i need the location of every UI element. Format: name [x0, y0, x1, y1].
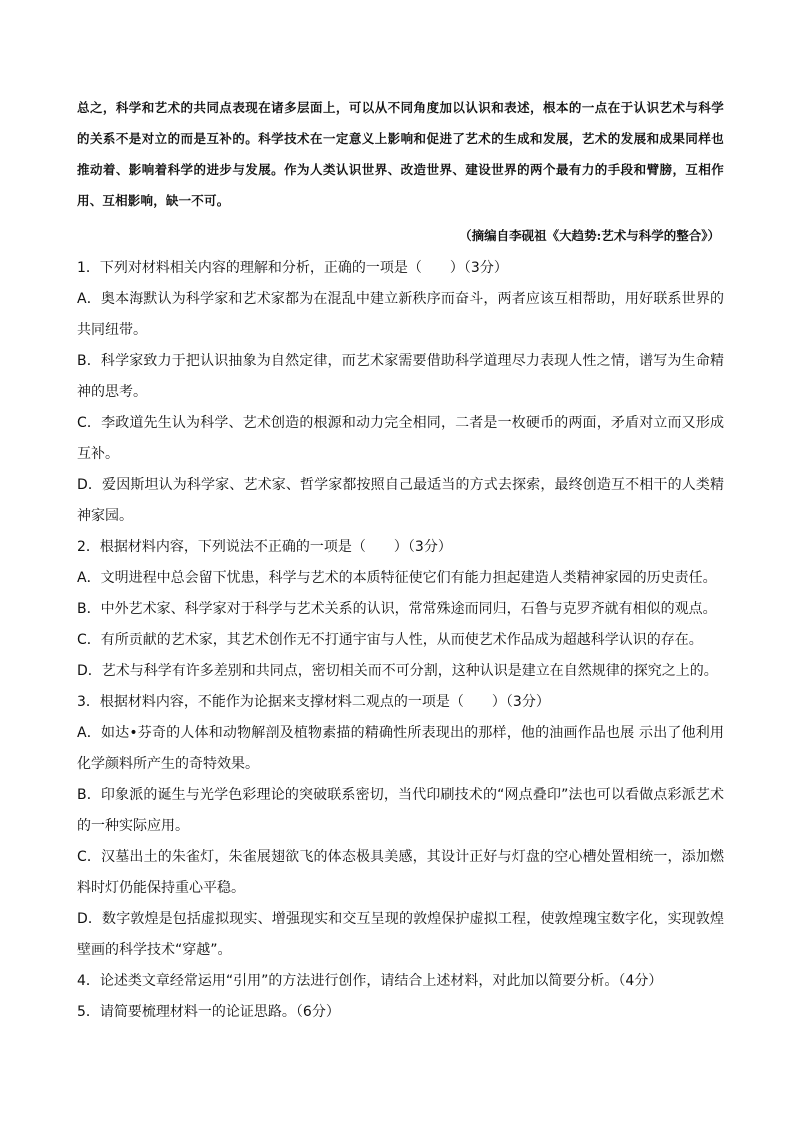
question-5-stem: 5．请简要梳理材料一的论证思路。（6分）: [77, 1004, 340, 1020]
question-2-option-a: A．文明进程中总会留下忧患，科学与艺术的本质特征使它们有能力担起建造人类精神家园的历史责任。: [77, 570, 717, 586]
question-3-option-c: C．汉墓出土的朱雀灯，朱雀展翅欲飞的体态极具美感，其设计正好与灯盘的空心槽处置相统一，添加燃料时灯仍能保持重心平稳。: [77, 849, 724, 896]
question-1-option-a: A．奥本海默认为科学家和艺术家都为在混乱中建立新秩序而奋斗，两者应该互相帮助，用好联系世界的共同纽带。: [77, 291, 724, 338]
question-4-stem: 4．论述类文章经常运用“引用”的方法进行创作，请结合上述材料，对此加以简要分析。（4分）: [77, 973, 663, 989]
question-1-option-b: B．科学家致力于把认识抽象为自然定律，而艺术家需要借助科学道理尽力表现人性之情，谱写为生命精神的思考。: [77, 353, 724, 400]
question-3-option-b: B．印象派的诞生与光学色彩理论的突破联系密切，当代印刷技术的“网点叠印”法也可以看做点彩派艺术的一种实际应用。: [77, 787, 724, 834]
question-2-option-b: B．中外艺术家、科学家对于科学与艺术关系的认识，常常殊途而同归，石鲁与克罗齐就有相似的观点。: [77, 601, 717, 617]
question-2-option-d: D．艺术与科学有许多差别和共同点，密切相关而不可分割，这种认识是建立在自然规律的探究之上的。: [77, 663, 718, 679]
question-1-option-d: D．爱因斯坦认为科学家、艺术家、哲学家都按照自己最适当的方式去探索，最终创造互不相干的人类精神家园。: [77, 477, 724, 524]
question-1-stem: 1．下列对材料相关内容的理解和分析，正确的一项是（ ）（3分）: [77, 260, 508, 276]
question-list: [77, 253, 724, 1028]
passage-text-block: [77, 92, 724, 216]
question-2-stem: 2．根据材料内容，下列说法不正确的一项是（ ）（3分）: [77, 539, 452, 555]
question-3-stem: 3．根据材料内容，不能作为论据来支撑材料二观点的一项是（ ）（3分）: [77, 694, 550, 710]
question-3-option-a: A．如达•芬奇的人体和动物解剖及植物素描的精确性所表现出的那样，他的油画作品也展 示出了他利用化学颜料所产生的奇特效果。: [77, 725, 724, 772]
question-1-option-c: C．李政道先生认为科学、艺术创造的根源和动力完全相同，二者是一枚硬币的两面，矛盾对立而又形成互补。: [77, 415, 724, 462]
question-2-option-c: C．有所贡献的艺术家，其艺术创作无不打通宇宙与人性，从而使艺术作品成为超越科学认识的存在。: [77, 632, 703, 648]
passage-paragraph: 总之，科学和艺术的共同点表现在诸多层面上，可以从不同角度加以认识和表述，根本的一点在于认识艺术与科学的关系不是对立的而是互补的。科学技术在一定意义上影响和促进了艺术的生成和发展，艺术的发展和成果同样也推动着、影响着科学的进步与发展。作为人类认识世界、改造世界、建设世界的两个最有力的手段和臂膀，互相作用、互相影响，缺一不可。: [77, 100, 724, 208]
source-citation: （摘编自李砚祖《大趋势:艺术与科学的整合》）: [459, 228, 720, 243]
question-3-option-d: D．数字敦煌是包括虚拟现实、增强现实和交互呈现的敦煌保护虚拟工程，使敦煌瑰宝数字化，实现敦煌壁画的科学技术“穿越”。: [77, 911, 724, 958]
